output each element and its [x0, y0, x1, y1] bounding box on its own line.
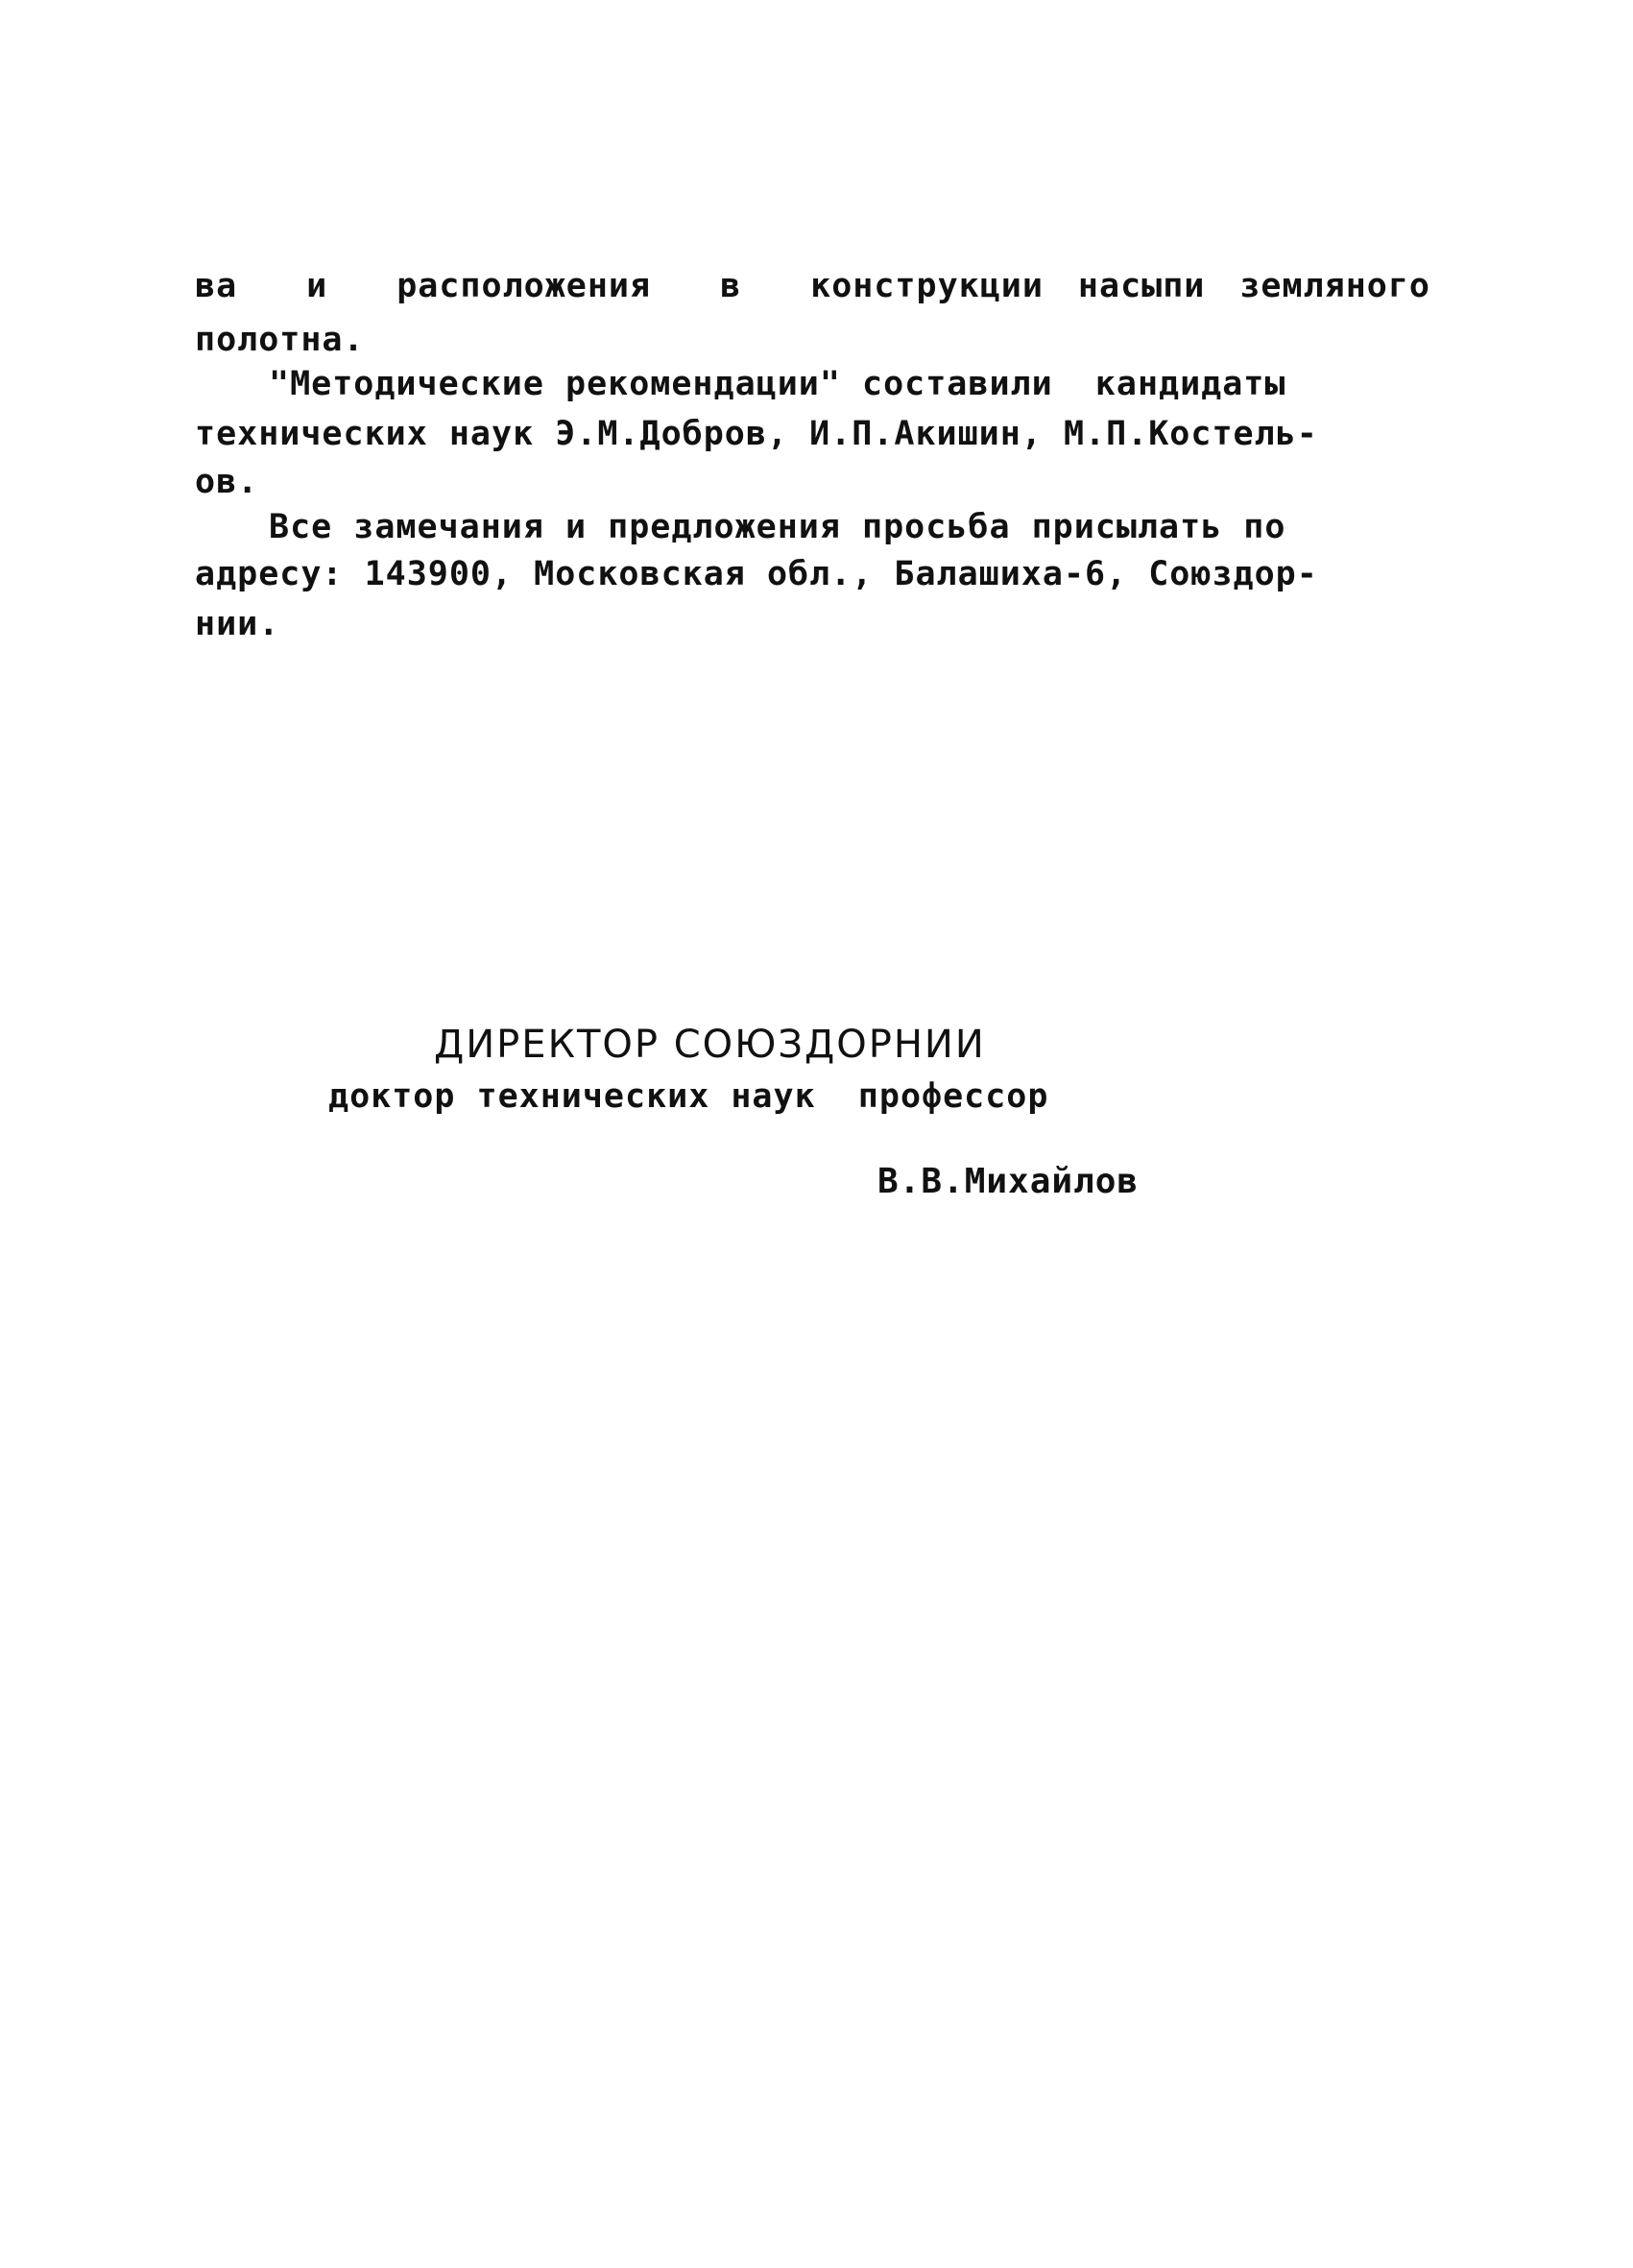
body-line-3: "Методические рекомендации" составили кандидаты — [269, 365, 1286, 403]
body-line-1: ва и расположения в конструкции насыпи земляного — [195, 267, 1430, 305]
body-line-6: Все замечания и предложения просьба присылать по — [269, 508, 1286, 546]
signatory-name: В.В.Михайлов — [877, 1162, 1140, 1201]
body-line-7: адресу: 143900, Московская обл., Балашиха-6, Союздор- — [195, 555, 1318, 593]
body-line-5: ов. — [195, 463, 259, 501]
body-line-4: технических наук Э.М.Добров, И.П.Акишин, М.П.Костель- — [195, 415, 1318, 453]
body-line-2: полотна. — [195, 321, 365, 359]
signature-subtitle: доктор технических наук профессор — [328, 1077, 1049, 1116]
signature-title: ДИРЕКТОР СОЮЗДОРНИИ — [434, 1023, 986, 1067]
body-line-8: нии. — [195, 605, 280, 643]
